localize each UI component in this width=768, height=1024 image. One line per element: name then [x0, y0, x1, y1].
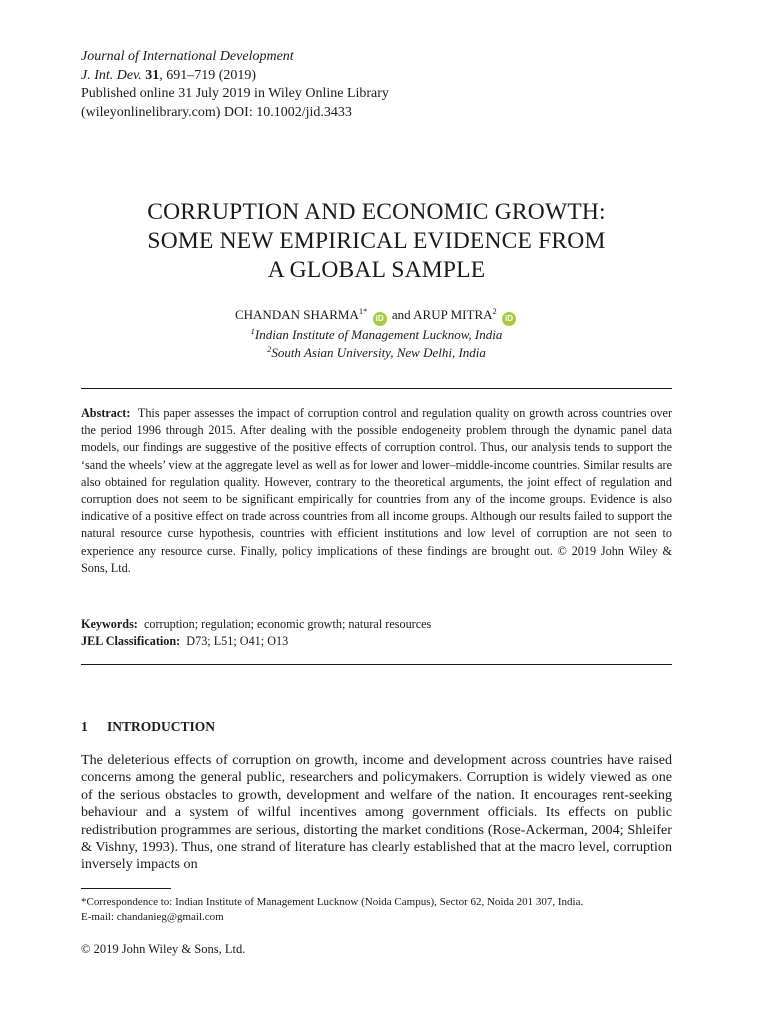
section-number: 1	[81, 719, 88, 734]
pages-year: , 691–719 (2019)	[159, 67, 257, 83]
affiliation-2	[81, 344, 672, 362]
orcid-icon[interactable]: iD	[373, 312, 387, 326]
affiliation-2-text: South Asian University, New Delhi, India	[271, 345, 486, 360]
jel-row	[81, 633, 672, 650]
author-conjunction: and	[388, 307, 414, 322]
copyright-notice: © 2019 John Wiley & Sons, Ltd.	[81, 942, 246, 956]
published-line: Published online 31 July 2019 in Wiley Online Library	[81, 86, 389, 101]
intro-paragraph: The deleterious effects of corruption on growth, income and development across countries have raised concerns among the general public, researchers and policymakers. Corruption is widely viewed as one of the serious obstacles to growth, development and welfare of the nation. It encourages rent-seeking behaviour and a system of wilful incentives among government officials. Its effects on public redistribution programmes are serious, distorting the market conditions (Rose-Ackerman, 2004; Shleifer & Vishny, 1993). Thus, one strand of literature has clearly established that at the macro level, corruption inversely impacts on	[81, 752, 672, 873]
abstract-text: This paper assesses the impact of corruption control and regulation quality on growth across countries over the period 1996 through 2015. After dealing with the possible endogeneity problem through the dynamic panel data models, our findings are suggestive of the positive effects of corruption control. Thus, our analysis tends to support the ‘sand the wheels’ view at the aggregate level as well as for lower and lower–middle-income countries. Similar results are also obtained for regulation quality. However, contrary to the theoretical arguments, the joint effect of regulation and corruption does not seem to be significant empirically for countries from any of the income groups. Evidence is also indicative of a positive effect on trade across countries from all income groups. Although our results failed to support the natural resource curse hypothesis, countries with efficient institutions and low level of corruption are not seen to experience any resource curse. Finally, policy implications of these findings are brought out. © 2019 John Wiley & Sons, Ltd.	[81, 406, 673, 575]
abstract-bottom-rule	[81, 664, 672, 665]
section-heading	[81, 719, 215, 735]
jel-label: JEL Classification:	[81, 634, 181, 649]
author-line	[81, 306, 672, 326]
footnote-line-2[interactable]: E-mail: chandanieg@gmail.com	[81, 911, 224, 923]
citation-line	[81, 67, 389, 86]
affiliation-1-text: Indian Institute of Management Lucknow, India	[254, 327, 503, 342]
author-block	[81, 306, 672, 362]
affiliation-1-sup: 1	[250, 326, 255, 336]
article-page	[81, 0, 672, 1024]
article-title	[81, 198, 672, 285]
title-line-1: CORRUPTION AND ECONOMIC GROWTH:	[147, 199, 606, 225]
journal-name: Journal of International Development	[81, 49, 294, 64]
journal-header	[81, 48, 389, 122]
orcid-icon[interactable]: iD	[502, 312, 516, 326]
footnote-line-1: *Correspondence to: Indian Institute of Management Lucknow (Noida Campus), Sector 62, Noida 201 307, India.	[81, 896, 584, 908]
abstract	[81, 405, 672, 577]
affiliation-1	[81, 326, 672, 344]
title-line-2: SOME NEW EMPIRICAL EVIDENCE FROM	[147, 228, 606, 254]
author-1-sup: 1*	[358, 306, 368, 316]
citation-abbrev: J. Int. Dev.	[81, 67, 142, 83]
footnote-rule	[81, 888, 171, 889]
author-2-name: ARUP MITRA	[413, 307, 493, 322]
affiliation-2-sup: 2	[267, 344, 272, 354]
abstract-label: Abstract:	[81, 406, 131, 420]
author-1-name: CHANDAN SHARMA	[234, 307, 359, 322]
volume-number: 31	[145, 67, 160, 83]
doi-line[interactable]: (wileyonlinelibrary.com) DOI: 10.1002/jid.3433	[81, 104, 352, 120]
author-2-sup: 2	[492, 306, 497, 316]
jel-text: D73; L51; O41; O13	[186, 634, 289, 649]
title-line-3: A GLOBAL SAMPLE	[267, 257, 486, 283]
section-title: INTRODUCTION	[107, 719, 216, 734]
keywords-row	[81, 616, 672, 633]
keywords-label: Keywords:	[81, 617, 138, 631]
keywords-text: corruption; regulation; economic growth; natural resources	[143, 617, 432, 631]
keywords-block	[81, 616, 672, 650]
footnote	[81, 895, 672, 925]
abstract-top-rule	[81, 388, 672, 389]
